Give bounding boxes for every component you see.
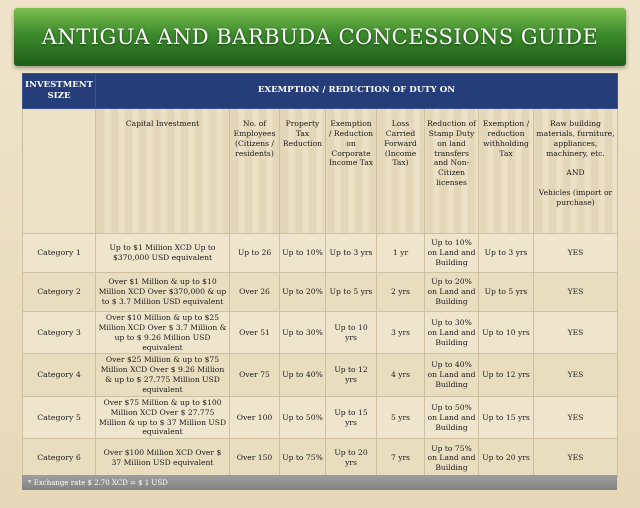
stamp-duty-cell: Up to 50% on Land and Building [425, 396, 479, 438]
loss-carried-cell: 3 yrs [377, 312, 425, 354]
withholding-cell: Up to 10 yrs [479, 312, 534, 354]
corporate-tax-cell: Up to 5 yrs [326, 273, 377, 312]
column-header-loss-carried: Loss Carried Forward (Income Tax) [377, 109, 425, 234]
property-tax-cell: Up to 75% [280, 439, 326, 478]
raw-materials-cell: YES [534, 396, 618, 438]
table-row [23, 439, 618, 478]
raw-materials-cell: YES [534, 354, 618, 396]
table-row [23, 396, 618, 438]
corporate-tax-cell: Up to 12 yrs [326, 354, 377, 396]
investment-size-header: INVESTMENT SIZE [23, 74, 96, 109]
category-cell: Category 6 [23, 439, 96, 478]
employees-cell: Up to 26 [230, 234, 280, 273]
exemption-header: EXEMPTION / REDUCTION OF DUTY ON [96, 74, 618, 109]
loss-carried-cell: 4 yrs [377, 354, 425, 396]
table-row [23, 273, 618, 312]
category-cell: Category 2 [23, 273, 96, 312]
footnote-bar [22, 475, 617, 490]
withholding-cell: Up to 20 yrs [479, 439, 534, 478]
withholding-cell: Up to 15 yrs [479, 396, 534, 438]
concessions-table-wrapper [22, 73, 617, 478]
column-header-capital: Capital Investment [96, 109, 230, 234]
column-subheader-row [23, 109, 618, 234]
withholding-cell: Up to 12 yrs [479, 354, 534, 396]
column-header-corporate-tax: Exemption / Reduction on Corporate Income Tax [326, 109, 377, 234]
raw-materials-cell: YES [534, 273, 618, 312]
category-cell: Category 4 [23, 354, 96, 396]
column-header-stamp-duty: Reduction of Stamp Duty on land transfers and Non-Citizen licenses [425, 109, 479, 234]
header-row [23, 74, 618, 109]
property-tax-cell: Up to 10% [280, 234, 326, 273]
category-cell: Category 3 [23, 312, 96, 354]
loss-carried-cell: 2 yrs [377, 273, 425, 312]
corporate-tax-cell: Up to 10 yrs [326, 312, 377, 354]
category-cell: Category 1 [23, 234, 96, 273]
raw-materials-cell: YES [534, 439, 618, 478]
stamp-duty-cell: Up to 75% on Land and Building [425, 439, 479, 478]
stamp-duty-cell: Up to 20% on Land and Building [425, 273, 479, 312]
stamp-duty-cell: Up to 40% on Land and Building [425, 354, 479, 396]
loss-carried-cell: 5 yrs [377, 396, 425, 438]
capital-investment-cell: Over $75 Million & up to $100 Million XCD Over $ 27.775 Million & up to $ 37 Million USD equivalent [96, 396, 230, 438]
capital-investment-cell: Over $1 Million & up to $10 Million XCD Over $370,000 & up to $ 3.7 Million USD equivalent [96, 273, 230, 312]
column-header-property-tax: Property Tax Reduction [280, 109, 326, 234]
exchange-rate-footnote: * Exchange rate $ 2.70 XCD = $ 1 USD [28, 478, 168, 487]
employees-cell: Over 100 [230, 396, 280, 438]
capital-investment-cell: Over $25 Million & up to $75 Million XCD Over $ 9.26 Million & up to $ 27.775 Million USD equivalent [96, 354, 230, 396]
table-row [23, 234, 618, 273]
employees-cell: Over 26 [230, 273, 280, 312]
concessions-table [22, 73, 618, 478]
category-cell: Category 5 [23, 396, 96, 438]
column-header-withholding: Exemption / reduction withholding Tax [479, 109, 534, 234]
page-title: ANTIGUA AND BARBUDA CONCESSIONS GUIDE [41, 25, 599, 49]
corporate-tax-cell: Up to 15 yrs [326, 396, 377, 438]
subheader-blank-cell [23, 109, 96, 234]
property-tax-cell: Up to 20% [280, 273, 326, 312]
stamp-duty-cell: Up to 30% on Land and Building [425, 312, 479, 354]
title-banner [14, 8, 626, 66]
corporate-tax-cell: Up to 3 yrs [326, 234, 377, 273]
capital-investment-cell: Over $100 Million XCD Over $ 37 Million USD equivalent [96, 439, 230, 478]
corporate-tax-cell: Up to 20 yrs [326, 439, 377, 478]
column-header-employees: No. of Employees (Citizens / residents) [230, 109, 280, 234]
property-tax-cell: Up to 50% [280, 396, 326, 438]
table-row [23, 312, 618, 354]
withholding-cell: Up to 3 yrs [479, 234, 534, 273]
property-tax-cell: Up to 30% [280, 312, 326, 354]
table-row [23, 354, 618, 396]
raw-materials-cell: YES [534, 234, 618, 273]
raw-materials-cell: YES [534, 312, 618, 354]
capital-investment-cell: Up to $1 Million XCD Up to $370,000 USD equivalent [96, 234, 230, 273]
employees-cell: Over 150 [230, 439, 280, 478]
stamp-duty-cell: Up to 10% on Land and Building [425, 234, 479, 273]
loss-carried-cell: 1 yr [377, 234, 425, 273]
property-tax-cell: Up to 40% [280, 354, 326, 396]
column-header-raw-materials: Raw building materials, furniture, appliances, machinery, etc. AND Vehicles (import or purchase) [534, 109, 618, 234]
loss-carried-cell: 7 yrs [377, 439, 425, 478]
capital-investment-cell: Over $10 Million & up to $25 Million XCD Over $ 3.7 Million & up to $ 9.26 Million USD equivalent [96, 312, 230, 354]
employees-cell: Over 51 [230, 312, 280, 354]
withholding-cell: Up to 5 yrs [479, 273, 534, 312]
employees-cell: Over 75 [230, 354, 280, 396]
